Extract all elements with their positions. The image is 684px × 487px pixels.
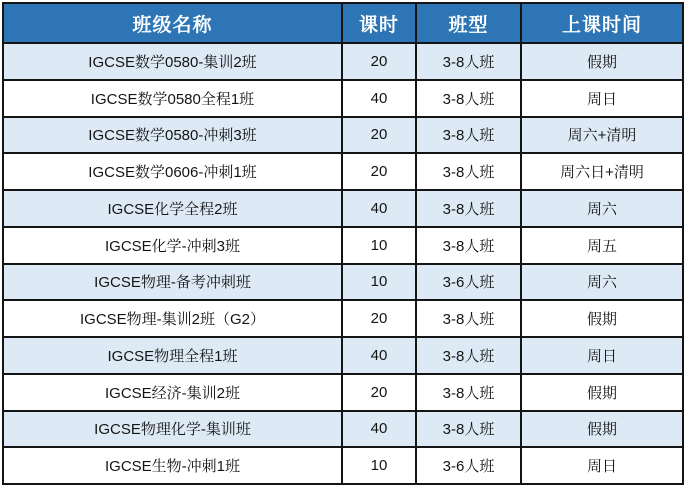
table-row [3,300,683,337]
table-body [3,43,683,484]
cell-hours: 40 [342,337,416,374]
cell-class-time: 周日 [521,337,683,374]
cell-class-type: 3-8人班 [416,117,521,154]
cell-class-time: 假期 [521,300,683,337]
cell-class-name: IGCSE物理全程1班 [3,337,342,374]
cell-hours: 10 [342,227,416,264]
header-hours: 课时 [342,3,416,43]
cell-hours: 40 [342,411,416,448]
table-row [3,374,683,411]
cell-hours: 20 [342,300,416,337]
cell-hours: 20 [342,374,416,411]
cell-class-type: 3-8人班 [416,43,521,80]
cell-class-name: IGCSE物理-备考冲刺班 [3,264,342,301]
header-class-name: 班级名称 [3,3,342,43]
table-row [3,153,683,190]
cell-class-name: IGCSE数学0580-集训2班 [3,43,342,80]
cell-class-time: 周六日+清明 [521,153,683,190]
cell-class-time: 周日 [521,447,683,484]
cell-class-type: 3-8人班 [416,374,521,411]
cell-hours: 20 [342,153,416,190]
cell-class-name: IGCSE数学0580全程1班 [3,80,342,117]
table-row [3,117,683,154]
cell-class-name: IGCSE生物-冲刺1班 [3,447,342,484]
cell-class-type: 3-8人班 [416,190,521,227]
header-row [3,3,683,43]
cell-class-time: 周五 [521,227,683,264]
cell-class-type: 3-8人班 [416,411,521,448]
table-row [3,80,683,117]
header-class-type: 班型 [416,3,521,43]
cell-class-time: 假期 [521,43,683,80]
cell-class-name: IGCSE物理-集训2班（G2） [3,300,342,337]
cell-class-name: IGCSE物理化学-集训班 [3,411,342,448]
cell-class-time: 假期 [521,411,683,448]
cell-class-name: IGCSE经济-集训2班 [3,374,342,411]
cell-hours: 40 [342,190,416,227]
cell-class-type: 3-6人班 [416,447,521,484]
cell-class-type: 3-8人班 [416,80,521,117]
table-header [3,3,683,43]
table-row [3,264,683,301]
cell-class-type: 3-8人班 [416,337,521,374]
table-row [3,447,683,484]
table-row [3,43,683,80]
cell-class-type: 3-6人班 [416,264,521,301]
class-schedule-table [2,2,684,485]
cell-hours: 40 [342,80,416,117]
cell-class-type: 3-8人班 [416,153,521,190]
cell-class-time: 周六+清明 [521,117,683,154]
table-row [3,227,683,264]
header-class-time: 上课时间 [521,3,683,43]
table-row [3,190,683,227]
cell-class-time: 周日 [521,80,683,117]
cell-class-name: IGCSE数学0606-冲刺1班 [3,153,342,190]
cell-hours: 10 [342,264,416,301]
cell-hours: 10 [342,447,416,484]
cell-hours: 20 [342,43,416,80]
cell-class-time: 周六 [521,190,683,227]
table-row [3,411,683,448]
table-row [3,337,683,374]
cell-class-name: IGCSE化学-冲刺3班 [3,227,342,264]
cell-class-name: IGCSE数学0580-冲刺3班 [3,117,342,154]
cell-class-name: IGCSE化学全程2班 [3,190,342,227]
cell-class-time: 周六 [521,264,683,301]
cell-hours: 20 [342,117,416,154]
cell-class-type: 3-8人班 [416,300,521,337]
cell-class-type: 3-8人班 [416,227,521,264]
cell-class-time: 假期 [521,374,683,411]
